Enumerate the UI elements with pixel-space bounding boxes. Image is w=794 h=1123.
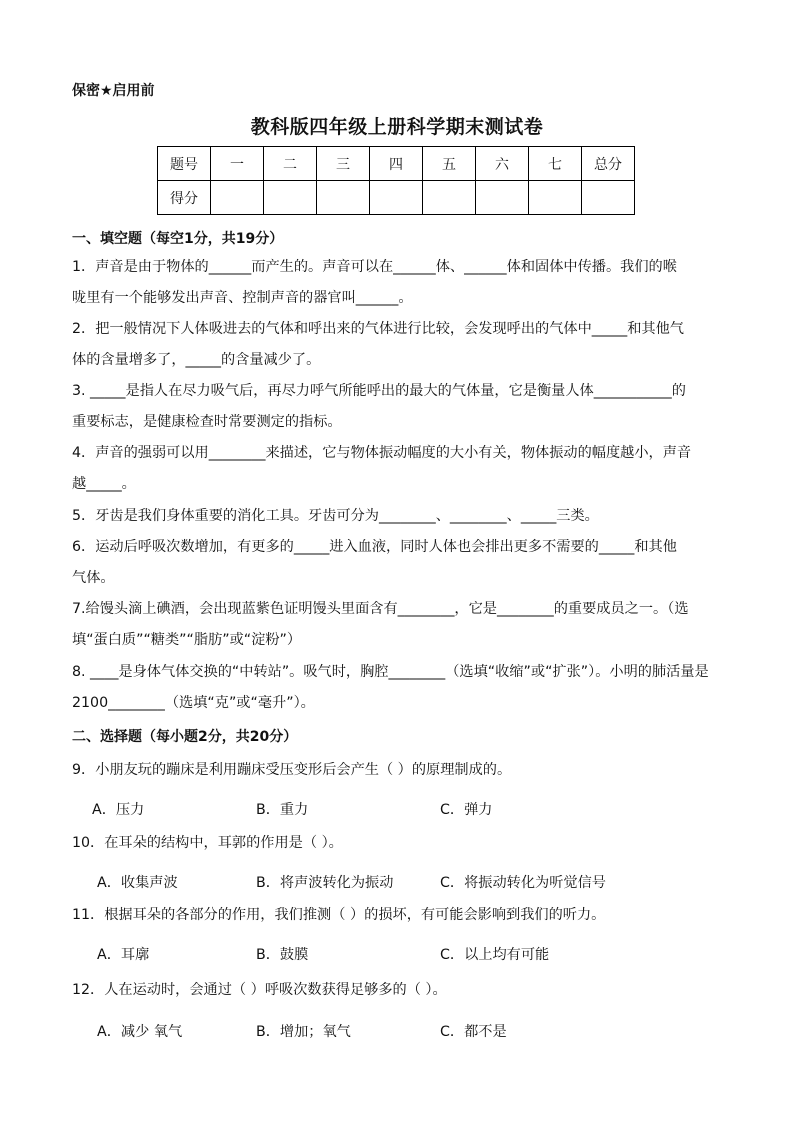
score-cell: 六 — [476, 147, 529, 181]
score-cell — [582, 181, 635, 215]
score-table-score-row — [158, 181, 635, 215]
question-3 — [72, 376, 732, 438]
score-table — [157, 146, 635, 215]
page-title: 教科版四年级上册科学期末测试卷 — [250, 116, 544, 138]
question-9 — [72, 755, 732, 786]
score-cell — [211, 181, 264, 215]
question-line: 7.给馒头滴上碘酒，会出现蓝紫色证明馒头里面含有________，它是________的重要成员之一。（选 — [72, 601, 689, 617]
score-cell — [370, 181, 423, 215]
question-line: 气体。 — [72, 570, 115, 586]
score-cell: 一 — [211, 147, 264, 181]
score-cell: 七 — [529, 147, 582, 181]
question-5 — [72, 501, 732, 532]
option-c[interactable]: C．都不是 — [440, 1024, 507, 1040]
question-line: 5．牙齿是我们身体重要的消化工具。牙齿可分为________、________、_____三类。 — [72, 508, 599, 524]
score-cell: 三 — [317, 147, 370, 181]
confidential-label: 保密★启用前 — [72, 83, 155, 99]
option-c[interactable]: C．弹力 — [440, 802, 493, 818]
option-a[interactable]: A．减少 氧气 — [97, 1024, 183, 1040]
question-line: 3. _____是指人在尽力吸气后，再尽力呼气所能呼出的最大的气体量，它是衡量人体___________的 — [72, 383, 686, 399]
score-cell: 二 — [264, 147, 317, 181]
option-b[interactable]: B．重力 — [256, 802, 309, 818]
score-cell — [317, 181, 370, 215]
question-6 — [72, 532, 732, 594]
question-stem: 12．人在运动时，会通过（ ）呼吸次数获得足够多的（ ）。 — [72, 982, 447, 998]
question-stem: 10．在耳朵的结构中，耳郭的作用是（ ）。 — [72, 835, 343, 851]
score-cell: 总分 — [582, 147, 635, 181]
question-2 — [72, 314, 732, 376]
score-cell — [264, 181, 317, 215]
question-line: 填“蛋白质”“糖类”“脂肪”或“淀粉”） — [72, 632, 302, 648]
question-line: 重要标志，是健康检查时常要测定的指标。 — [72, 414, 342, 430]
option-a[interactable]: A．压力 — [92, 802, 145, 818]
question-line: 体的含量增多了，_____的含量减少了。 — [72, 352, 321, 368]
question-line: 2100________（选填“克”或“毫升”）。 — [72, 695, 315, 711]
question-line: 8. ____是身体气体交换的“中转站”。吸气时，胸腔________（选填“收缩”或“扩张”）。小明的肺活量是 — [72, 664, 709, 680]
question-stem: 11．根据耳朵的各部分的作用，我们推测（ ）的损坏，有可能会影响到我们的听力。 — [72, 907, 606, 923]
option-a[interactable]: A．收集声波 — [97, 875, 178, 891]
question-7 — [72, 594, 732, 656]
score-cell: 得分 — [158, 181, 211, 215]
score-cell — [529, 181, 582, 215]
question-4 — [72, 438, 732, 500]
section-heading-choice: 二、选择题（每小题2分，共20分） — [72, 729, 298, 745]
question-line: 1．声音是由于物体的______而产生的。声音可以在______体、______体和固体中传播。我们的喉 — [72, 259, 677, 275]
question-line: 越_____。 — [72, 476, 136, 492]
score-cell: 五 — [423, 147, 476, 181]
option-a[interactable]: A．耳廓 — [97, 947, 150, 963]
option-c[interactable]: C．将振动转化为听觉信号 — [440, 875, 606, 891]
option-b[interactable]: B．增加；氧气 — [256, 1024, 351, 1040]
score-cell: 题号 — [158, 147, 211, 181]
question-line: 4．声音的强弱可以用________来描述，它与物体振动幅度的大小有关，物体振动的幅度越小，声音 — [72, 445, 692, 461]
score-cell — [476, 181, 529, 215]
score-cell: 四 — [370, 147, 423, 181]
option-b[interactable]: B．将声波转化为振动 — [256, 875, 394, 891]
question-line: 咙里有一个能够发出声音、控制声音的器官叫______。 — [72, 290, 413, 306]
question-stem: 9．小朋友玩的蹦床是利用蹦床受压变形后会产生（ ）的原理制成的。 — [72, 762, 512, 778]
option-b[interactable]: B．鼓膜 — [256, 947, 309, 963]
question-8 — [72, 657, 732, 719]
question-12 — [72, 975, 732, 1006]
section-heading-fill-blank: 一、填空题（每空1分，共19分） — [72, 231, 284, 247]
question-line: 6．运动后呼吸次数增加，有更多的_____进入血液，同时人体也会排出更多不需要的_____和其他 — [72, 539, 677, 555]
score-cell — [423, 181, 476, 215]
question-10 — [72, 828, 732, 859]
option-c[interactable]: C．以上均有可能 — [440, 947, 550, 963]
question-line: 2．把一般情况下人体吸进去的气体和呼出来的气体进行比较，会发现呼出的气体中_____和其他气 — [72, 321, 684, 337]
question-11 — [72, 900, 732, 931]
question-1 — [72, 252, 732, 314]
score-table-header-row — [158, 147, 635, 181]
